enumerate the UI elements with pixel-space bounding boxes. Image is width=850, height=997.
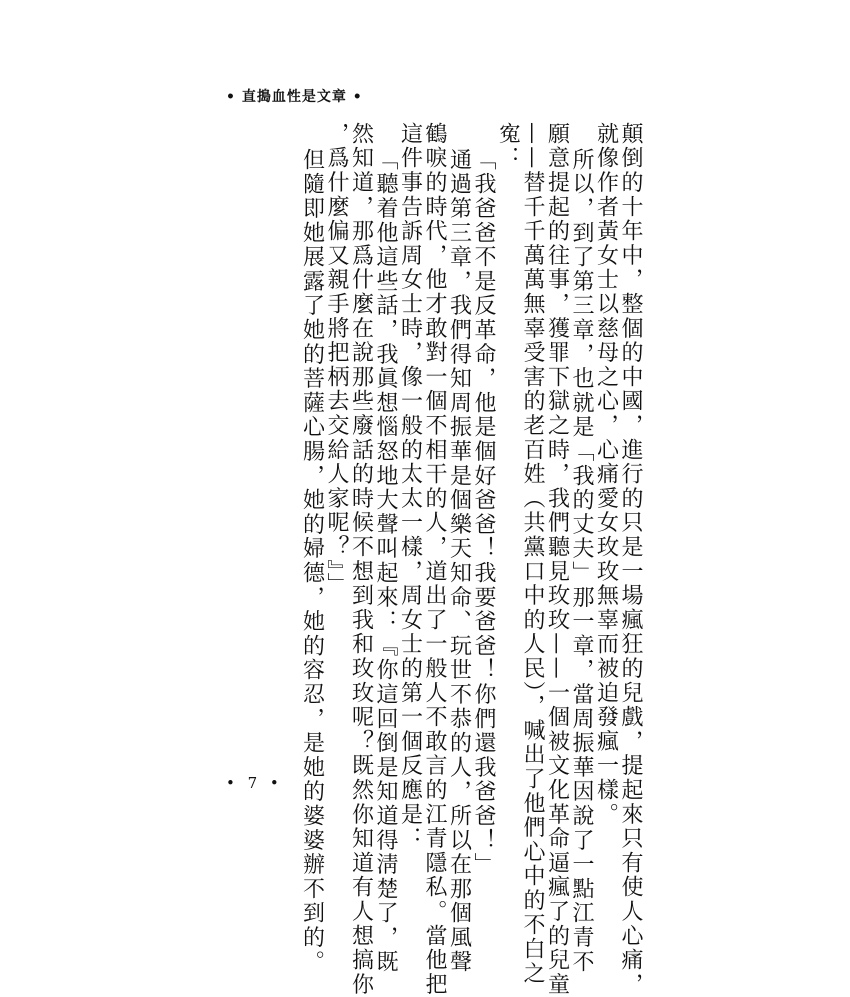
text-column: 願意提起的往事，獲罪下獄之時，我們聽見玫玫——一個被文化革命逼瘋了的兒童 [544,122,570,997]
running-header: • 直搗血性是文章 • [226,89,363,105]
quote-column: 「我爸爸不是反革命，他是個好爸爸！我要爸爸！你們還我爸爸！」 [471,148,496,877]
text-column: 但隨即她展露了她的菩薩心腸，她的婦德，她的容忍，是她的婆婆辦不到的。 [299,148,325,975]
text-column: 鶴唳的時代，他才敢對一個不相干的人，道出了一般人不敢言的江青隱私。當他把 [422,122,447,997]
quote-column: ，爲什麼偏又親手將把柄去交給人家呢？』」 [324,122,349,597]
text-column: 所以，到了第三章，也就是「我的丈夫」那一章，當周振華因說了一點江青不 [569,148,594,975]
quote-column: 然知道，那爲什麼在說那些廢話的時候不想到我和玫玫呢？既然你知道有人想搞你 [348,122,374,997]
text-column: 寃： [495,122,521,171]
vertical-body-text [299,122,643,997]
text-column: 就像作者黃女士以慈母之心，心痛愛女玫玫無辜而被迫發瘋一樣。 [593,122,619,827]
quote-column: 「聽着他這些話，我眞想惱怒地大聲叫起來：『你這回倒是知道得淸楚了，既 [373,148,398,975]
text-column: 這件事告訴周女士時，像一般的太太一樣，周女士的第一個反應是： [397,122,423,851]
page-number: • 7 • [226,774,283,792]
text-column: ——替千千萬萬無辜受害的老百姓（共黨口中的人民），喊出了他們心中的不白之 [520,122,545,986]
text-column: 顛倒的十年中，整個的中國，進行的只是一場瘋狂的兒戲，提起來只有使人心痛， [618,122,643,997]
text-column: 通過第三章，我們得知周振華是個樂天知命、玩世不恭的人，所以在那個風聲 [446,148,472,975]
